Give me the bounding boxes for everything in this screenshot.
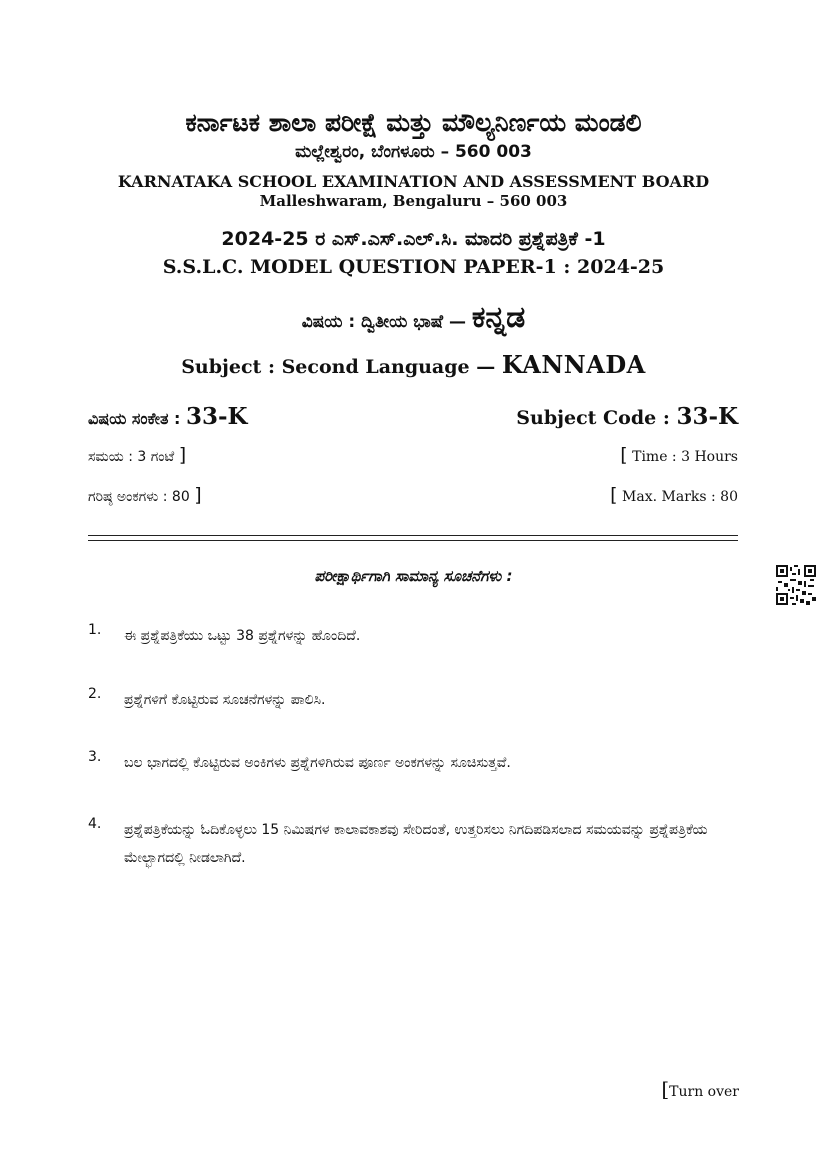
subject-english (0, 350, 827, 379)
subject-code-english-value: 33-K (676, 403, 738, 430)
marks-row (88, 484, 738, 506)
instruction-text: ಪ್ರಶ್ನೆಪತ್ರಿಕೆಯನ್ನು ಓದಿಕೊಳ್ಳಲು 15 ನಿಮಿಷಗಳ ಕಾಲಾವಕಾಶವು ಸೇರಿದಂತೆ, ಉತ್ತರಿಸಲು ನಿಗದಿಪಡಿಸಲಾದ ಸಮಯವನ್ನು ಪ್ರಶ್ನೆಪತ್ರಿಕೆಯ ಮೇಲ್ಭಾಗದಲ್ಲಿ ನೀಡಲಾಗಿದೆ. (124, 822, 708, 866)
subject-kannada-label: ವಿಷಯ : ದ್ವಿತೀಯ ಭಾಷೆ — (301, 312, 472, 332)
marks-english (610, 484, 738, 506)
paper-title-english: S.S.L.C. MODEL QUESTION PAPER-1 : 2024-25 (162, 256, 665, 278)
instructions-heading: ಪರೀಕ್ಷಾರ್ಥಿಗಾಗಿ ಸಾಮಾನ್ಯ ಸೂಚನೆಗಳು : (314, 567, 513, 585)
paper-title-kannada: 2024-25 ರ ಎಸ್.ಎಸ್.ಎಲ್.ಸಿ. ಮಾದರಿ ಪ್ರಶ್ನೆಪತ್ರಿಕೆ -1 (221, 228, 606, 250)
instruction-item (88, 686, 748, 714)
instruction-text: ಈ ಪ್ರಶ್ನೆಪತ್ರಿಕೆಯು ಒಟ್ಟು 38 ಪ್ರಶ್ನೆಗಳನ್ನು ಹೊಂದಿದೆ. (124, 628, 361, 644)
board-address-kannada: ಮಲ್ಲೇಶ್ವರಂ, ಬೆಂಗಳೂರು – 560 003 (295, 142, 532, 162)
bracket-open: [ (620, 444, 628, 466)
subject-code-kannada-label: ವಿಷಯ ಸಂಕೇತ : (88, 409, 186, 428)
subject-kannada-value: ಕನ್ನಡ (471, 300, 526, 335)
subject-code-english-label: Subject Code : (516, 407, 677, 429)
subject-english-value: KANNADA (501, 350, 646, 379)
bracket-open: [ (661, 1077, 670, 1101)
subject-code-english (516, 403, 738, 430)
qr-code-icon (776, 565, 816, 605)
subject-code-kannada-value: 33-K (185, 403, 248, 430)
subject-english-label: Subject : Second Language — (181, 356, 502, 378)
marks-kannada (88, 484, 202, 506)
instruction-number: 4. (88, 816, 102, 832)
time-kannada-text: ಸಮಯ : 3 ಗಂಟೆ (88, 449, 175, 465)
time-english-text: Time : 3 Hours (632, 449, 738, 465)
time-row (88, 444, 738, 466)
time-kannada (88, 444, 186, 466)
subject-code-row (88, 403, 738, 430)
instruction-item (88, 749, 748, 777)
subject-code-kannada (88, 403, 248, 430)
marks-kannada-text: ಗರಿಷ್ಠ ಅಂಕಗಳು : 80 (88, 489, 190, 505)
divider-line (88, 540, 738, 541)
time-english (620, 444, 738, 466)
instruction-number: 1. (88, 622, 102, 638)
bracket-close: ] (194, 484, 202, 506)
instruction-text: ಪ್ರಶ್ನೆಗಳಿಗೆ ಕೊಟ್ಟಿರುವ ಸೂಚನೆಗಳನ್ನು ಪಾಲಿಸಿ. (124, 692, 326, 708)
board-address-english: Malleshwaram, Bengaluru – 560 003 (259, 192, 568, 210)
instruction-text: ಬಲ ಭಾಗದಲ್ಲಿ ಕೊಟ್ಟಿರುವ ಅಂಕಿಗಳು ಪ್ರಶ್ನೆಗಳಿಗಿರುವ ಪೂರ್ಣ ಅಂಕಗಳನ್ನು ಸೂಚಿಸುತ್ತವೆ. (124, 755, 511, 771)
instruction-item (88, 622, 748, 650)
instruction-item (88, 816, 748, 872)
turn-over-label (661, 1077, 739, 1101)
bracket-open: [ (610, 484, 618, 506)
subject-kannada (0, 300, 827, 335)
turn-over-text: Turn over (669, 1084, 739, 1100)
divider-line (88, 535, 738, 536)
instruction-number: 3. (88, 749, 102, 765)
board-name-kannada: ಕರ್ನಾಟಕ ಶಾಲಾ ಪರೀಕ್ಷೆ ಮತ್ತು ಮೌಲ್ಯನಿರ್ಣಯ ಮಂಡಲಿ (185, 108, 642, 137)
marks-english-text: Max. Marks : 80 (622, 489, 738, 505)
board-name-english: KARNATAKA SCHOOL EXAMINATION AND ASSESSMENT BOARD (117, 172, 710, 191)
instruction-number: 2. (88, 686, 102, 702)
bracket-close: ] (178, 444, 187, 466)
